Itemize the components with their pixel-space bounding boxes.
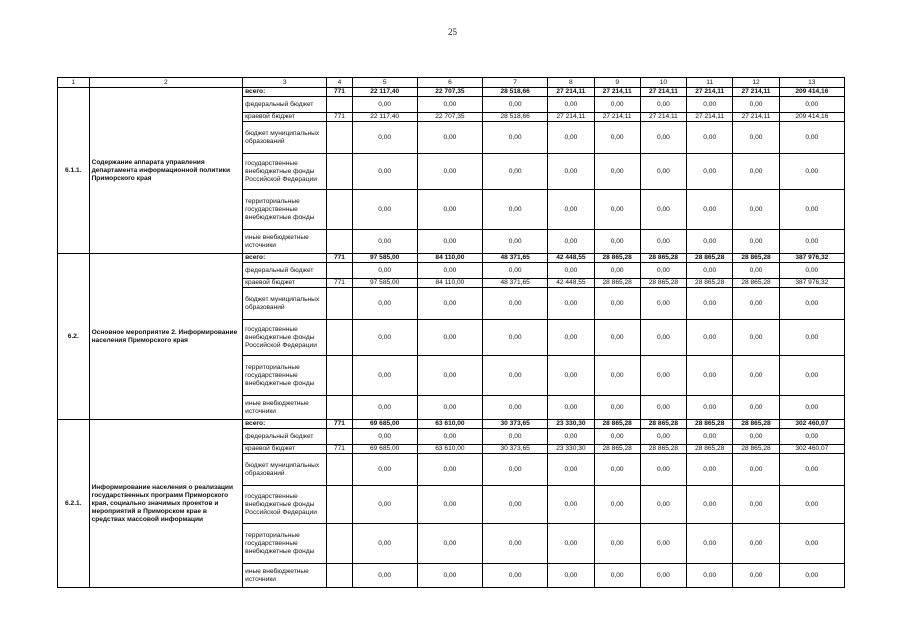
funding-source-label: краевой бюджет (243, 445, 327, 454)
amount-cell: 0,00 (417, 288, 482, 320)
amount-cell: 0,00 (687, 396, 733, 420)
amount-cell: 22 117,40 (352, 88, 417, 97)
amount-cell: 48 371,65 (483, 279, 548, 288)
amount-cell: 302 460,07 (779, 420, 844, 429)
grbs-code (327, 230, 352, 254)
amount-cell: 0,00 (483, 524, 548, 564)
column-header: 11 (687, 78, 733, 88)
amount-cell: 0,00 (687, 122, 733, 154)
amount-cell: 0,00 (594, 429, 640, 445)
amount-cell: 0,00 (417, 429, 482, 445)
amount-cell: 0,00 (733, 486, 779, 524)
column-header: 6 (417, 78, 482, 88)
amount-cell: 84 110,00 (417, 254, 482, 263)
amount-cell: 0,00 (733, 190, 779, 230)
funding-source-label: всего: (243, 88, 327, 97)
amount-cell: 0,00 (483, 122, 548, 154)
amount-cell: 27 214,11 (640, 88, 686, 97)
amount-cell: 0,00 (594, 288, 640, 320)
funding-source-label: территориальные государственные внебюджетные фонды (243, 356, 327, 396)
amount-cell: 0,00 (548, 263, 594, 279)
amount-cell: 0,00 (640, 524, 686, 564)
grbs-code (327, 454, 352, 486)
amount-cell: 0,00 (594, 524, 640, 564)
amount-cell: 0,00 (417, 454, 482, 486)
amount-cell: 69 685,00 (352, 445, 417, 454)
amount-cell: 0,00 (483, 288, 548, 320)
table-row (58, 254, 845, 263)
amount-cell: 28 865,28 (733, 279, 779, 288)
amount-cell: 0,00 (483, 97, 548, 113)
amount-cell: 0,00 (687, 320, 733, 356)
amount-cell: 0,00 (733, 320, 779, 356)
column-header: 5 (352, 78, 417, 88)
amount-cell: 0,00 (687, 486, 733, 524)
amount-cell: 0,00 (594, 122, 640, 154)
amount-cell: 0,00 (417, 122, 482, 154)
grbs-code (327, 524, 352, 564)
amount-cell: 30 373,65 (483, 420, 548, 429)
amount-cell: 0,00 (733, 564, 779, 588)
amount-cell: 63 610,00 (417, 445, 482, 454)
amount-cell: 0,00 (733, 263, 779, 279)
amount-cell: 0,00 (352, 154, 417, 190)
amount-cell: 0,00 (594, 564, 640, 588)
grbs-code (327, 288, 352, 320)
amount-cell: 0,00 (640, 564, 686, 588)
amount-cell: 0,00 (483, 230, 548, 254)
amount-cell: 0,00 (733, 396, 779, 420)
grbs-code (327, 154, 352, 190)
amount-cell: 0,00 (640, 230, 686, 254)
amount-cell: 97 585,00 (352, 254, 417, 263)
amount-cell: 0,00 (733, 454, 779, 486)
amount-cell: 0,00 (640, 190, 686, 230)
amount-cell: 0,00 (548, 396, 594, 420)
amount-cell: 0,00 (733, 97, 779, 113)
amount-cell: 42 448,55 (548, 279, 594, 288)
funding-source-label: всего: (243, 254, 327, 263)
amount-cell: 0,00 (352, 454, 417, 486)
grbs-code: 771 (327, 445, 352, 454)
grbs-code (327, 320, 352, 356)
amount-cell: 28 865,28 (640, 420, 686, 429)
amount-cell: 28 518,66 (483, 113, 548, 122)
amount-cell: 0,00 (640, 429, 686, 445)
amount-cell: 30 373,65 (483, 445, 548, 454)
amount-cell: 0,00 (733, 288, 779, 320)
grbs-code (327, 190, 352, 230)
amount-cell: 28 865,28 (687, 254, 733, 263)
amount-cell: 28 865,28 (733, 420, 779, 429)
amount-cell: 0,00 (640, 396, 686, 420)
page-number: 25 (448, 27, 457, 37)
funding-source-label: государственные внебюджетные фонды Российской Федерации (243, 154, 327, 190)
amount-cell: 0,00 (779, 320, 844, 356)
amount-cell: 0,00 (733, 230, 779, 254)
amount-cell: 0,00 (352, 190, 417, 230)
amount-cell: 0,00 (548, 454, 594, 486)
amount-cell: 0,00 (687, 429, 733, 445)
column-header: 8 (548, 78, 594, 88)
grbs-code: 771 (327, 254, 352, 263)
amount-cell: 0,00 (352, 122, 417, 154)
amount-cell: 0,00 (548, 97, 594, 113)
amount-cell: 28 865,28 (594, 279, 640, 288)
grbs-code (327, 97, 352, 113)
funding-source-label: государственные внебюджетные фонды Российской Федерации (243, 486, 327, 524)
column-number-row (58, 78, 845, 88)
amount-cell: 0,00 (640, 288, 686, 320)
amount-cell: 0,00 (483, 190, 548, 230)
amount-cell: 0,00 (687, 356, 733, 396)
grbs-code (327, 263, 352, 279)
amount-cell: 0,00 (687, 454, 733, 486)
amount-cell: 0,00 (594, 190, 640, 230)
amount-cell: 0,00 (687, 564, 733, 588)
section-code: 6.2.1. (58, 420, 90, 588)
amount-cell: 0,00 (687, 263, 733, 279)
amount-cell: 23 330,30 (548, 445, 594, 454)
amount-cell: 0,00 (779, 230, 844, 254)
amount-cell: 28 865,28 (733, 445, 779, 454)
amount-cell: 209 414,16 (779, 88, 844, 97)
amount-cell: 0,00 (640, 486, 686, 524)
amount-cell: 0,00 (594, 154, 640, 190)
amount-cell: 0,00 (733, 356, 779, 396)
grbs-code (327, 396, 352, 420)
table-row (58, 420, 845, 429)
amount-cell: 0,00 (594, 356, 640, 396)
amount-cell: 0,00 (779, 454, 844, 486)
section-code: 6.1.1. (58, 88, 90, 254)
amount-cell: 27 214,11 (733, 113, 779, 122)
amount-cell: 0,00 (594, 454, 640, 486)
amount-cell: 0,00 (548, 320, 594, 356)
amount-cell: 0,00 (548, 190, 594, 230)
amount-cell: 0,00 (548, 356, 594, 396)
amount-cell: 0,00 (779, 396, 844, 420)
amount-cell: 0,00 (483, 429, 548, 445)
amount-cell: 0,00 (594, 320, 640, 356)
amount-cell: 0,00 (779, 190, 844, 230)
table-row (58, 88, 845, 97)
column-header: 13 (779, 78, 844, 88)
amount-cell: 28 865,28 (594, 254, 640, 263)
amount-cell: 0,00 (352, 356, 417, 396)
amount-cell: 27 214,11 (687, 88, 733, 97)
funding-source-label: федеральный бюджет (243, 429, 327, 445)
amount-cell: 0,00 (779, 154, 844, 190)
amount-cell: 0,00 (352, 263, 417, 279)
amount-cell: 0,00 (483, 564, 548, 588)
amount-cell: 28 865,28 (640, 445, 686, 454)
amount-cell: 0,00 (548, 230, 594, 254)
amount-cell: 28 865,28 (687, 279, 733, 288)
amount-cell: 0,00 (352, 564, 417, 588)
amount-cell: 302 460,07 (779, 445, 844, 454)
amount-cell: 0,00 (640, 454, 686, 486)
funding-source-label: иные внебюджетные источники (243, 564, 327, 588)
amount-cell: 28 865,28 (640, 254, 686, 263)
amount-cell: 0,00 (687, 190, 733, 230)
amount-cell: 97 585,00 (352, 279, 417, 288)
amount-cell: 387 976,32 (779, 279, 844, 288)
amount-cell: 0,00 (352, 320, 417, 356)
amount-cell: 0,00 (483, 356, 548, 396)
amount-cell: 0,00 (733, 122, 779, 154)
amount-cell: 0,00 (417, 356, 482, 396)
amount-cell: 0,00 (548, 122, 594, 154)
amount-cell: 0,00 (352, 429, 417, 445)
table-body (58, 88, 845, 588)
amount-cell: 0,00 (779, 288, 844, 320)
funding-source-label: краевой бюджет (243, 279, 327, 288)
amount-cell: 0,00 (779, 263, 844, 279)
amount-cell: 0,00 (417, 524, 482, 564)
amount-cell: 0,00 (640, 320, 686, 356)
amount-cell: 27 214,11 (733, 88, 779, 97)
funding-source-label: иные внебюджетные источники (243, 230, 327, 254)
amount-cell: 0,00 (640, 263, 686, 279)
funding-source-label: бюджет муниципальных образований (243, 288, 327, 320)
amount-cell: 0,00 (548, 288, 594, 320)
amount-cell: 0,00 (548, 524, 594, 564)
amount-cell: 0,00 (548, 429, 594, 445)
amount-cell: 28 865,28 (594, 420, 640, 429)
grbs-code (327, 564, 352, 588)
amount-cell: 0,00 (640, 122, 686, 154)
amount-cell: 0,00 (417, 97, 482, 113)
amount-cell: 22 707,35 (417, 113, 482, 122)
amount-cell: 0,00 (779, 429, 844, 445)
funding-source-label: федеральный бюджет (243, 97, 327, 113)
amount-cell: 0,00 (687, 288, 733, 320)
amount-cell: 27 214,11 (594, 113, 640, 122)
amount-cell: 63 610,00 (417, 420, 482, 429)
amount-cell: 0,00 (352, 97, 417, 113)
amount-cell: 0,00 (417, 564, 482, 588)
amount-cell: 387 976,32 (779, 254, 844, 263)
amount-cell: 0,00 (483, 154, 548, 190)
amount-cell: 0,00 (640, 154, 686, 190)
amount-cell: 84 110,00 (417, 279, 482, 288)
amount-cell: 0,00 (687, 97, 733, 113)
grbs-code: 771 (327, 279, 352, 288)
amount-cell: 0,00 (779, 486, 844, 524)
amount-cell: 0,00 (594, 97, 640, 113)
amount-cell: 0,00 (352, 396, 417, 420)
amount-cell: 0,00 (417, 320, 482, 356)
column-header: 10 (640, 78, 686, 88)
amount-cell: 0,00 (779, 524, 844, 564)
grbs-code (327, 486, 352, 524)
grbs-code (327, 122, 352, 154)
amount-cell: 0,00 (594, 230, 640, 254)
amount-cell: 0,00 (483, 486, 548, 524)
amount-cell: 0,00 (417, 154, 482, 190)
amount-cell: 0,00 (779, 97, 844, 113)
amount-cell: 0,00 (417, 396, 482, 420)
amount-cell: 28 518,66 (483, 88, 548, 97)
column-header: 9 (594, 78, 640, 88)
amount-cell: 0,00 (733, 154, 779, 190)
amount-cell: 0,00 (687, 154, 733, 190)
funding-source-label: иные внебюджетные источники (243, 396, 327, 420)
grbs-code: 771 (327, 420, 352, 429)
column-header: 2 (89, 78, 243, 88)
amount-cell: 0,00 (417, 190, 482, 230)
amount-cell: 69 685,00 (352, 420, 417, 429)
column-header: 12 (733, 78, 779, 88)
amount-cell: 22 707,35 (417, 88, 482, 97)
amount-cell: 48 371,65 (483, 254, 548, 263)
amount-cell: 27 214,11 (548, 88, 594, 97)
funding-source-label: краевой бюджет (243, 113, 327, 122)
column-header: 1 (58, 78, 90, 88)
section-name: Основное мероприятие 2. Информирование населения Приморского края (89, 254, 243, 420)
grbs-code: 771 (327, 88, 352, 97)
funding-source-label: государственные внебюджетные фонды Российской Федерации (243, 320, 327, 356)
amount-cell: 27 214,11 (640, 113, 686, 122)
funding-source-label: бюджет муниципальных образований (243, 454, 327, 486)
column-header: 3 (243, 78, 327, 88)
budget-table (57, 77, 845, 588)
amount-cell: 0,00 (352, 230, 417, 254)
amount-cell: 42 448,55 (548, 254, 594, 263)
amount-cell: 0,00 (594, 263, 640, 279)
amount-cell: 0,00 (594, 486, 640, 524)
amount-cell: 28 865,28 (687, 420, 733, 429)
amount-cell: 0,00 (687, 230, 733, 254)
section-name: Информирование населения о реализации государственных программ Приморского края, социально значимых проектов и мероприятий в Приморском крае в средствах массовой информации (89, 420, 243, 588)
amount-cell: 0,00 (687, 524, 733, 564)
amount-cell: 0,00 (483, 263, 548, 279)
amount-cell: 28 865,28 (687, 445, 733, 454)
funding-source-label: территориальные государственные внебюджетные фонды (243, 190, 327, 230)
funding-source-label: территориальные государственные внебюджетные фонды (243, 524, 327, 564)
amount-cell: 0,00 (733, 524, 779, 564)
amount-cell: 0,00 (352, 288, 417, 320)
section-name: Содержание аппарата управления департамента информационной политики Приморского края (89, 88, 243, 254)
funding-source-label: федеральный бюджет (243, 263, 327, 279)
amount-cell: 0,00 (417, 263, 482, 279)
amount-cell: 23 330,30 (548, 420, 594, 429)
amount-cell: 0,00 (640, 97, 686, 113)
amount-cell: 0,00 (779, 356, 844, 396)
amount-cell: 28 865,28 (733, 254, 779, 263)
amount-cell: 0,00 (548, 486, 594, 524)
amount-cell: 28 865,28 (594, 445, 640, 454)
section-code: 6.2. (58, 254, 90, 420)
amount-cell: 28 865,28 (640, 279, 686, 288)
amount-cell: 0,00 (779, 122, 844, 154)
amount-cell: 0,00 (352, 524, 417, 564)
amount-cell: 0,00 (548, 564, 594, 588)
amount-cell: 0,00 (417, 486, 482, 524)
grbs-code (327, 356, 352, 396)
amount-cell: 0,00 (548, 154, 594, 190)
amount-cell: 0,00 (779, 564, 844, 588)
amount-cell: 0,00 (483, 320, 548, 356)
amount-cell: 27 214,11 (594, 88, 640, 97)
amount-cell: 0,00 (417, 230, 482, 254)
amount-cell: 0,00 (594, 396, 640, 420)
amount-cell: 209 414,16 (779, 113, 844, 122)
amount-cell: 27 214,11 (687, 113, 733, 122)
amount-cell: 0,00 (483, 454, 548, 486)
amount-cell: 27 214,11 (548, 113, 594, 122)
grbs-code (327, 429, 352, 445)
amount-cell: 22 117,40 (352, 113, 417, 122)
amount-cell: 0,00 (352, 486, 417, 524)
grbs-code: 771 (327, 113, 352, 122)
column-header: 4 (327, 78, 352, 88)
amount-cell: 0,00 (640, 356, 686, 396)
funding-source-label: всего: (243, 420, 327, 429)
amount-cell: 0,00 (733, 429, 779, 445)
funding-source-label: бюджет муниципальных образований (243, 122, 327, 154)
amount-cell: 0,00 (483, 396, 548, 420)
column-header: 7 (483, 78, 548, 88)
